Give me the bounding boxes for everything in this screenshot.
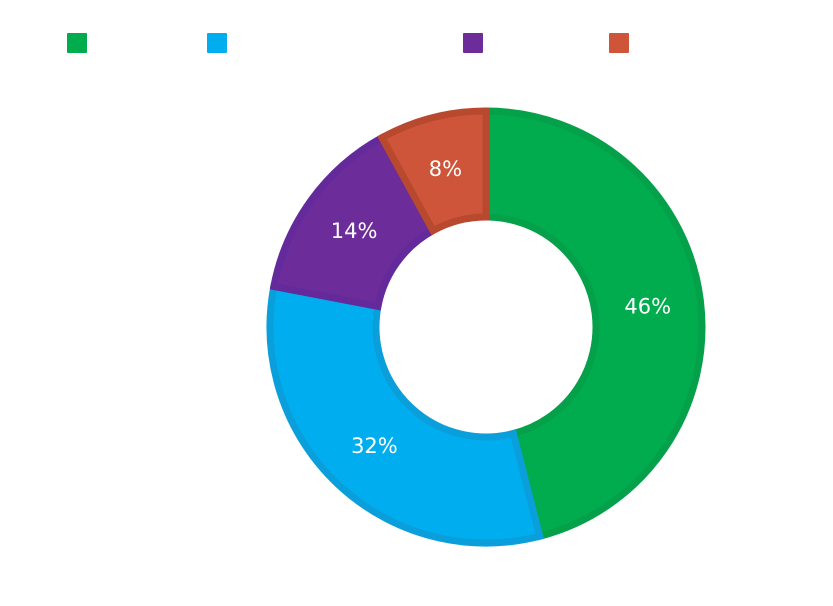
slice-label-second: 32% (351, 433, 398, 458)
donut-slice-second (270, 287, 540, 543)
slice-label-third: 14% (330, 219, 378, 244)
slice-label-fourth: 8% (428, 157, 463, 182)
slice-label-first: 46% (624, 294, 672, 319)
